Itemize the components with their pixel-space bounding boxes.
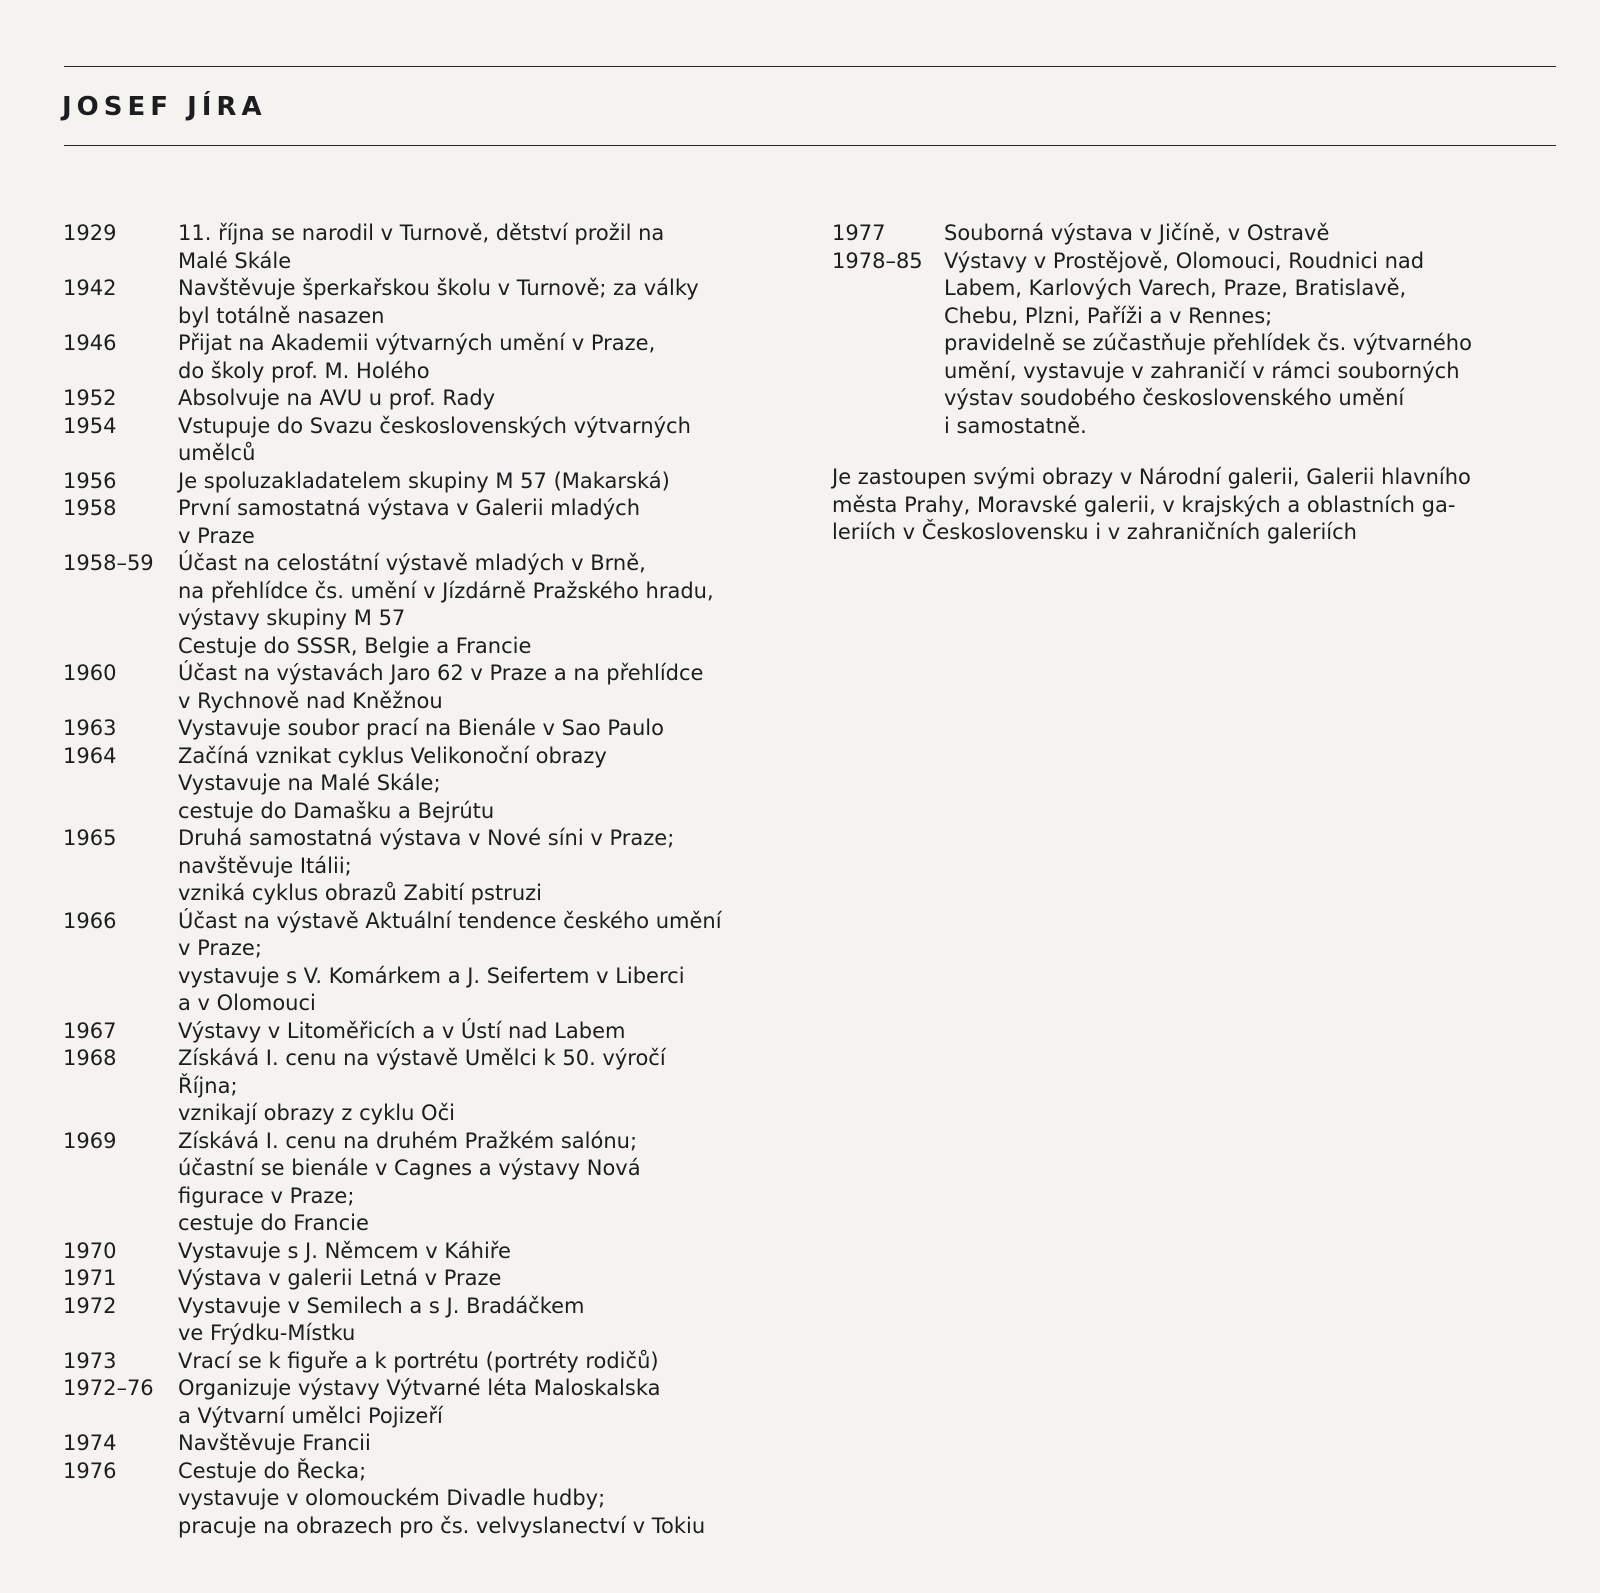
header-bottom-rule [64,145,1556,146]
entry-line: Účast na výstavách Jaro 62 v Praze a na přehlídce [178,661,704,685]
chronology-entry [63,825,823,908]
entry-text [178,1348,659,1376]
entry-line: navštěvuje Itálii; [178,853,352,878]
entry-year: 1954 [63,413,117,438]
entry-line: 11. října se narodil v Turnově, dětství prožil na [178,221,665,245]
entry-text [944,220,1329,248]
entry-line: Druhá samostatná výstava v Nové síni v Praze; [178,826,675,850]
entry-line: Cestuje do Řecka; [178,1458,367,1483]
entry-line: Přijat na Akademii výtvarných umění v Praze, [178,331,656,355]
entry-text [178,220,664,275]
entry-year: 1960 [63,661,117,685]
entry-line: Vystavuje na Malé Skále; [178,771,441,795]
entry-line: a Výtvarní umělci Pojizeří [178,1403,443,1428]
entry-line: do školy prof. M. Holého [178,358,430,383]
entry-line: Navštěvuje Francii [178,1431,371,1455]
entry-year: 1968 [63,1046,117,1070]
entry-text [178,908,722,1018]
entry-line: Vrací se k figuře a k portrétu (portréty rodičů) [178,1348,659,1373]
note-line: leriích v Československu i v zahraničních galeriích [832,520,1357,544]
entry-line: pravidelně se zúčastňuje přehlídek čs. výtvarného [944,331,1472,355]
page-title: JOSEF JÍRA [62,92,267,122]
entry-year: 1929 [63,221,117,245]
entry-text [944,248,1472,441]
top-rule [64,66,1556,67]
entry-line: figurace v Praze; [178,1183,355,1208]
entry-text [178,275,699,330]
entry-line: Vystavuje v Semilech a s J. Bradáčkem [178,1293,585,1318]
entry-year: 1978–85 [832,248,923,273]
entry-line: vznikají obrazy z cyklu Oči [178,1101,455,1125]
entry-text [178,1430,371,1458]
entry-year: 1963 [63,716,117,740]
entry-year: 1972–76 [63,1376,154,1400]
entry-line: vystavuje v olomouckém Divadle hudby; [178,1486,606,1510]
entry-line: výstavy skupiny M 57 [178,606,406,630]
collections-note [832,464,1562,547]
chronology-entry [63,495,823,550]
chronology-entry [63,1265,823,1293]
entry-line: umění, vystavuje v zahraničí v rámci souborných [944,358,1460,383]
entry-text [178,715,664,743]
entry-line: vzniká cyklus obrazů Zabití pstruzi [178,881,542,905]
chronology-entry [63,385,823,413]
entry-text [178,468,670,496]
entry-year: 1974 [63,1431,117,1455]
entry-text [178,1293,585,1348]
entry-line: Výstava v galerii Letná v Praze [178,1266,502,1290]
chronology-entry [63,715,823,743]
entry-text [178,1265,501,1293]
entry-line: Účast na celostátní výstavě mladých v Brně, [178,551,646,575]
entry-text [178,495,640,550]
note-line: města Prahy, Moravské galerii, v krajských a oblastních ga- [832,492,1456,517]
entry-text [178,385,495,413]
entry-line: Absolvuje na AVU u prof. Rady [178,386,496,410]
chronology-entry [63,275,823,330]
chronology-entry [63,1293,823,1348]
chronology-entry [63,468,823,496]
entry-year: 1976 [63,1458,117,1483]
chronology-entry [63,908,823,1018]
chronology-entry [63,220,823,275]
chronology-entry [63,1430,823,1458]
chronology-entry [63,1238,823,1266]
entry-year: 1967 [63,1018,117,1043]
entry-year: 1958–59 [63,551,154,575]
entry-line: Organizuje výstavy Výtvarné léta Maloskalska [178,1376,661,1400]
entry-text [178,413,691,468]
entry-line: Získává I. cenu na výstavě Umělci k 50. výročí [178,1046,666,1070]
chronology-entry [63,1045,823,1128]
entry-line: v Praze; [178,936,262,960]
entry-line: Cestuje do SSSR, Belgie a Francie [178,633,532,658]
entry-line: výstav soudobého československého umění [944,386,1405,410]
entry-line: pracuje na obrazech pro čs. velvyslanectví v Tokiu [178,1513,706,1538]
chronology-entry [63,1375,823,1430]
chronology-entry [63,1458,823,1541]
entry-text [178,1458,705,1541]
entry-year: 1956 [63,468,117,493]
entry-text [178,1128,641,1238]
entry-year: 1958 [63,496,117,520]
entry-line: Labem, Karlových Varech, Praze, Bratislavě, [944,276,1407,300]
entry-line: Vystavuje s J. Němcem v Káhiře [178,1238,511,1263]
entry-line: a v Olomouci [178,991,316,1015]
entry-line: cestuje do Francie [178,1211,369,1235]
entry-line: na přehlídce čs. umění v Jízdárně Pražského hradu, [178,578,714,603]
entry-line: cestuje do Damašku a Bejrútu [178,798,495,823]
entry-line: byl totálně nasazen [178,303,385,328]
entry-text [178,1375,661,1430]
entry-line: i samostatně. [944,413,1087,438]
entry-line: v Rychnově nad Kněžnou [178,688,443,713]
entry-line: Vystavuje soubor prací na Bienále v Sao Paulo [178,716,664,740]
entry-text [178,1045,666,1128]
entry-line: První samostatná výstava v Galerii mladých [178,496,641,520]
chronology-entry [63,413,823,468]
entry-line: účastní se bienále v Cagnes a výstavy Nová [178,1156,641,1180]
chronology-right-list [832,220,1562,440]
entry-line: Je spoluzakladatelem skupiny M 57 (Makarská) [178,468,670,493]
entry-text [178,1018,625,1046]
chronology-entry [63,1128,823,1238]
entry-line: Malé Skále [178,248,292,273]
entry-year: 1952 [63,386,117,410]
chronology-entry [63,330,823,385]
entry-year: 1969 [63,1128,117,1153]
entry-text [178,660,703,715]
entry-line: vystavuje s V. Komárkem a J. Seifertem v Liberci [178,963,685,988]
chronology-entry [63,660,823,715]
chronology-left-column [63,220,823,1540]
entry-line: Souborná výstava v Jičíně, v Ostravě [944,221,1330,245]
entry-year: 1973 [63,1348,117,1373]
entry-line: Začíná vznikat cyklus Velikonoční obrazy [178,743,607,768]
entry-year: 1964 [63,743,117,768]
entry-year: 1977 [832,221,886,245]
entry-line: Výstavy v Litoměřicích a v Ústí nad Labem [178,1018,626,1043]
entry-year: 1946 [63,331,117,355]
chronology-entry [63,1018,823,1046]
chronology-entry [63,743,823,826]
entry-text [178,330,655,385]
entry-year: 1965 [63,826,117,850]
entry-text [178,743,607,826]
entry-line: ve Frýdku-Místku [178,1321,356,1345]
entry-text [178,1238,511,1266]
entry-text [178,550,714,660]
entry-line: Navštěvuje šperkařskou školu v Turnově; za války [178,276,699,300]
entry-year: 1970 [63,1238,117,1263]
chronology-entry [832,248,1562,441]
entry-line: Chebu, Plzni, Paříži a v Rennes; [944,303,1273,328]
chronology-entry [832,220,1562,248]
entry-year: 1972 [63,1293,117,1318]
entry-year: 1942 [63,276,117,300]
entry-year: 1971 [63,1266,117,1290]
chronology-right-column [832,220,1562,547]
entry-line: Získává I. cenu na druhém Pražkém salónu; [178,1128,638,1153]
entry-year: 1966 [63,908,117,933]
entry-text [178,825,674,908]
entry-line: umělců [178,441,256,465]
entry-line: Vstupuje do Svazu československých výtvarných [178,413,691,438]
note-line: Je zastoupen svými obrazy v Národní galerii, Galerii hlavního [832,465,1471,489]
entry-line: Výstavy v Prostějově, Olomouci, Roudnici nad [944,248,1425,273]
entry-line: v Praze [178,523,255,548]
entry-line: Října; [178,1073,238,1098]
chronology-entry [63,550,823,660]
entry-line: Účast na výstavě Aktuální tendence českého umění [178,908,722,933]
chronology-entry [63,1348,823,1376]
